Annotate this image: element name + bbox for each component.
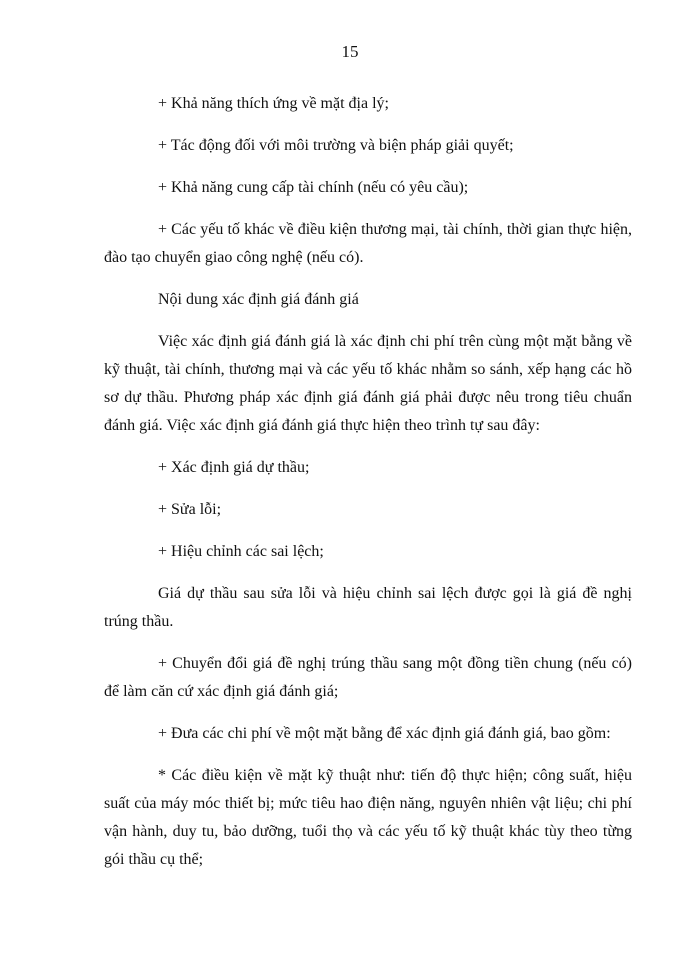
paragraph-currency-conversion: + Chuyển đổi giá đề nghị trúng thầu sang một đồng tiền chung (nếu có) để làm căn cứ xác định giá đánh giá;: [104, 655, 632, 700]
paragraph-deviation-adjustment: + Hiệu chỉnh các sai lệch;: [158, 543, 324, 560]
paragraph-technical-conditions: * Các điều kiện về mặt kỹ thuật như: tiến độ thực hiện; công suất, hiệu suất của máy móc thiết bị; mức tiêu hao điện năng, nguyên nhiên vật liệu; chi phí vận hành, duy tu, bảo dưỡng, tuổi thọ và các yếu tố kỹ thuật khác tùy theo từng gói thầu cụ thể;: [104, 767, 632, 868]
paragraph-bid-price: + Xác định giá dự thầu;: [158, 459, 310, 476]
paragraph-geographic-adaptability: + Khả năng thích ứng về mặt địa lý;: [158, 95, 389, 112]
paragraph-cost-normalization: + Đưa các chi phí về một mặt bằng để xác định giá đánh giá, bao gồm:: [158, 725, 611, 742]
page-number: 15: [341, 42, 359, 61]
document-body: [104, 90, 632, 888]
paragraph-evaluation-method: Việc xác định giá đánh giá là xác định chi phí trên cùng một mặt bằng về kỹ thuật, tài chính, thương mại và các yếu tố khác nhằm so sánh, xếp hạng các hồ sơ dự thầu. Phương pháp xác định giá đánh giá phải được nêu trong tiêu chuẩn đánh giá. Việc xác định giá đánh giá thực hiện theo trình tự sau đây:: [104, 333, 632, 434]
paragraph-financial-capacity: + Khả năng cung cấp tài chính (nếu có yêu cầu);: [158, 179, 469, 196]
paragraph-proposed-price: Giá dự thầu sau sửa lỗi và hiệu chỉnh sai lệch được gọi là giá đề nghị trúng thầu.: [104, 585, 632, 630]
paragraph-environmental-impact: + Tác động đối với môi trường và biện pháp giải quyết;: [158, 137, 514, 154]
paragraph-other-factors: + Các yếu tố khác về điều kiện thương mại, tài chính, thời gian thực hiện, đào tạo chuyển giao công nghệ (nếu có).: [104, 221, 632, 266]
section-heading-evaluation-price: Nội dung xác định giá đánh giá: [158, 291, 359, 308]
paragraph-error-correction: + Sửa lỗi;: [158, 501, 222, 518]
